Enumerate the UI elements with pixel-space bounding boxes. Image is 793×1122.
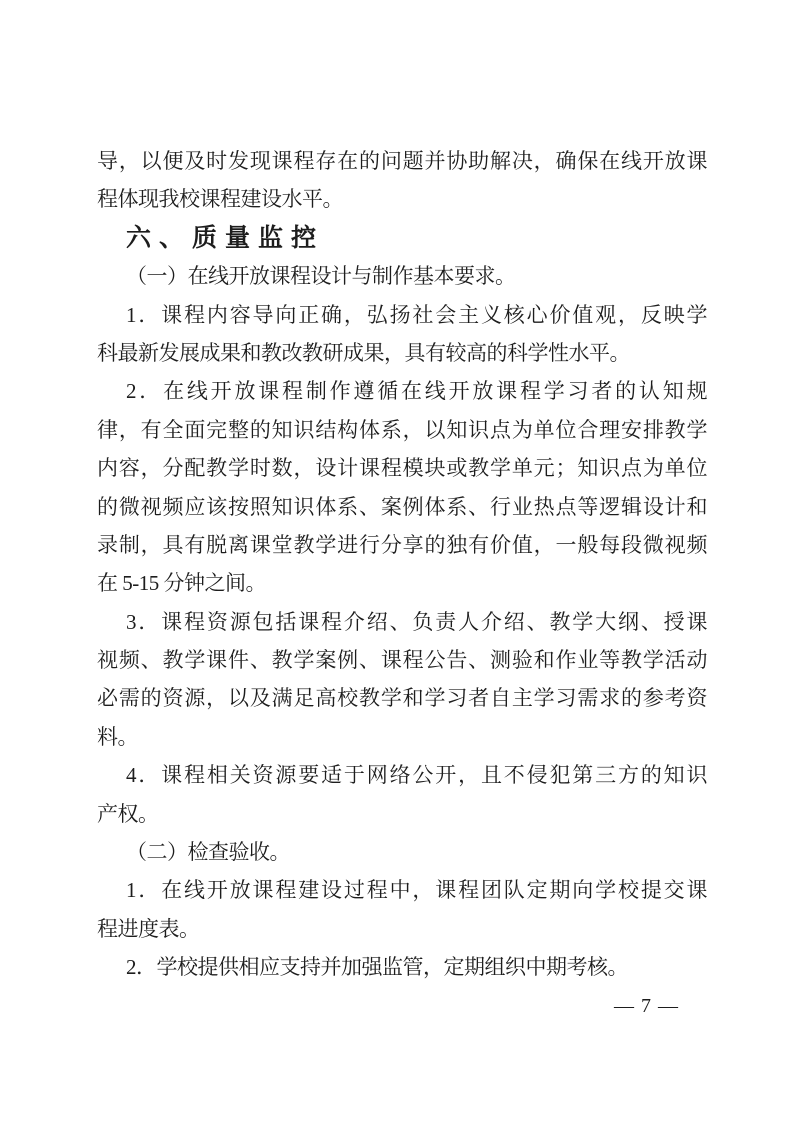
text-line: 3．课程资源包括课程介绍、负责人介绍、教学大纲、授课 bbox=[126, 609, 707, 634]
text-line: 必需的资源，以及满足高校教学和学习者自主学习需求的参考资 bbox=[97, 686, 707, 711]
text-line: 的微视频应该按照知识体系、案例体系、行业热点等逻辑设计和 bbox=[97, 494, 707, 519]
section-heading: 六、质量监控 bbox=[126, 223, 325, 252]
page-footer bbox=[97, 987, 707, 1025]
text-line: 1．课程内容导向正确，弘扬社会主义核心价值观，反映学 bbox=[126, 302, 707, 327]
text-line: 产权。 bbox=[97, 801, 159, 826]
text-line: 视频、教学课件、教学案例、课程公告、测验和作业等教学活动 bbox=[97, 648, 707, 673]
document-content bbox=[97, 142, 707, 1025]
text-line: 录制，具有脱离课堂教学进行分享的独有价值，一般每段微视频 bbox=[97, 532, 707, 557]
text-line: 1．在线开放课程建设过程中，课程团队定期向学校提交课 bbox=[126, 878, 707, 903]
text-line: （一）在线开放课程设计与制作基本要求。 bbox=[126, 264, 516, 289]
text-line: 律，有全面完整的知识结构体系，以知识点为单位合理安排教学 bbox=[97, 417, 707, 442]
text-line: 在 5-15 分钟之间。 bbox=[97, 571, 266, 596]
text-line: 程进度表。 bbox=[97, 916, 200, 941]
text-line: 料。 bbox=[97, 724, 138, 749]
text-line: （二）检查验收。 bbox=[126, 840, 290, 865]
text-line: 内容，分配教学时数，设计课程模块或教学单元；知识点为单位 bbox=[97, 456, 707, 481]
text-line: 导，以便及时发现课程存在的问题并协助解决，确保在线开放课 bbox=[97, 149, 707, 173]
text-lines-container bbox=[97, 142, 707, 987]
text-line: 科最新发展成果和教改教研成果，具有较高的科学性水平。 bbox=[97, 340, 630, 365]
text-line: 4．课程相关资源要适于网络公开，且不侵犯第三方的知识 bbox=[126, 763, 707, 788]
text-line: 2．学校提供相应支持并加强监管，定期组织中期考核。 bbox=[126, 955, 628, 980]
page-number: — 7 — bbox=[614, 994, 679, 1017]
text-line: 程体现我校课程建设水平。 bbox=[97, 187, 343, 212]
text-line: 2．在线开放课程制作遵循在线开放课程学习者的认知规 bbox=[126, 379, 707, 404]
